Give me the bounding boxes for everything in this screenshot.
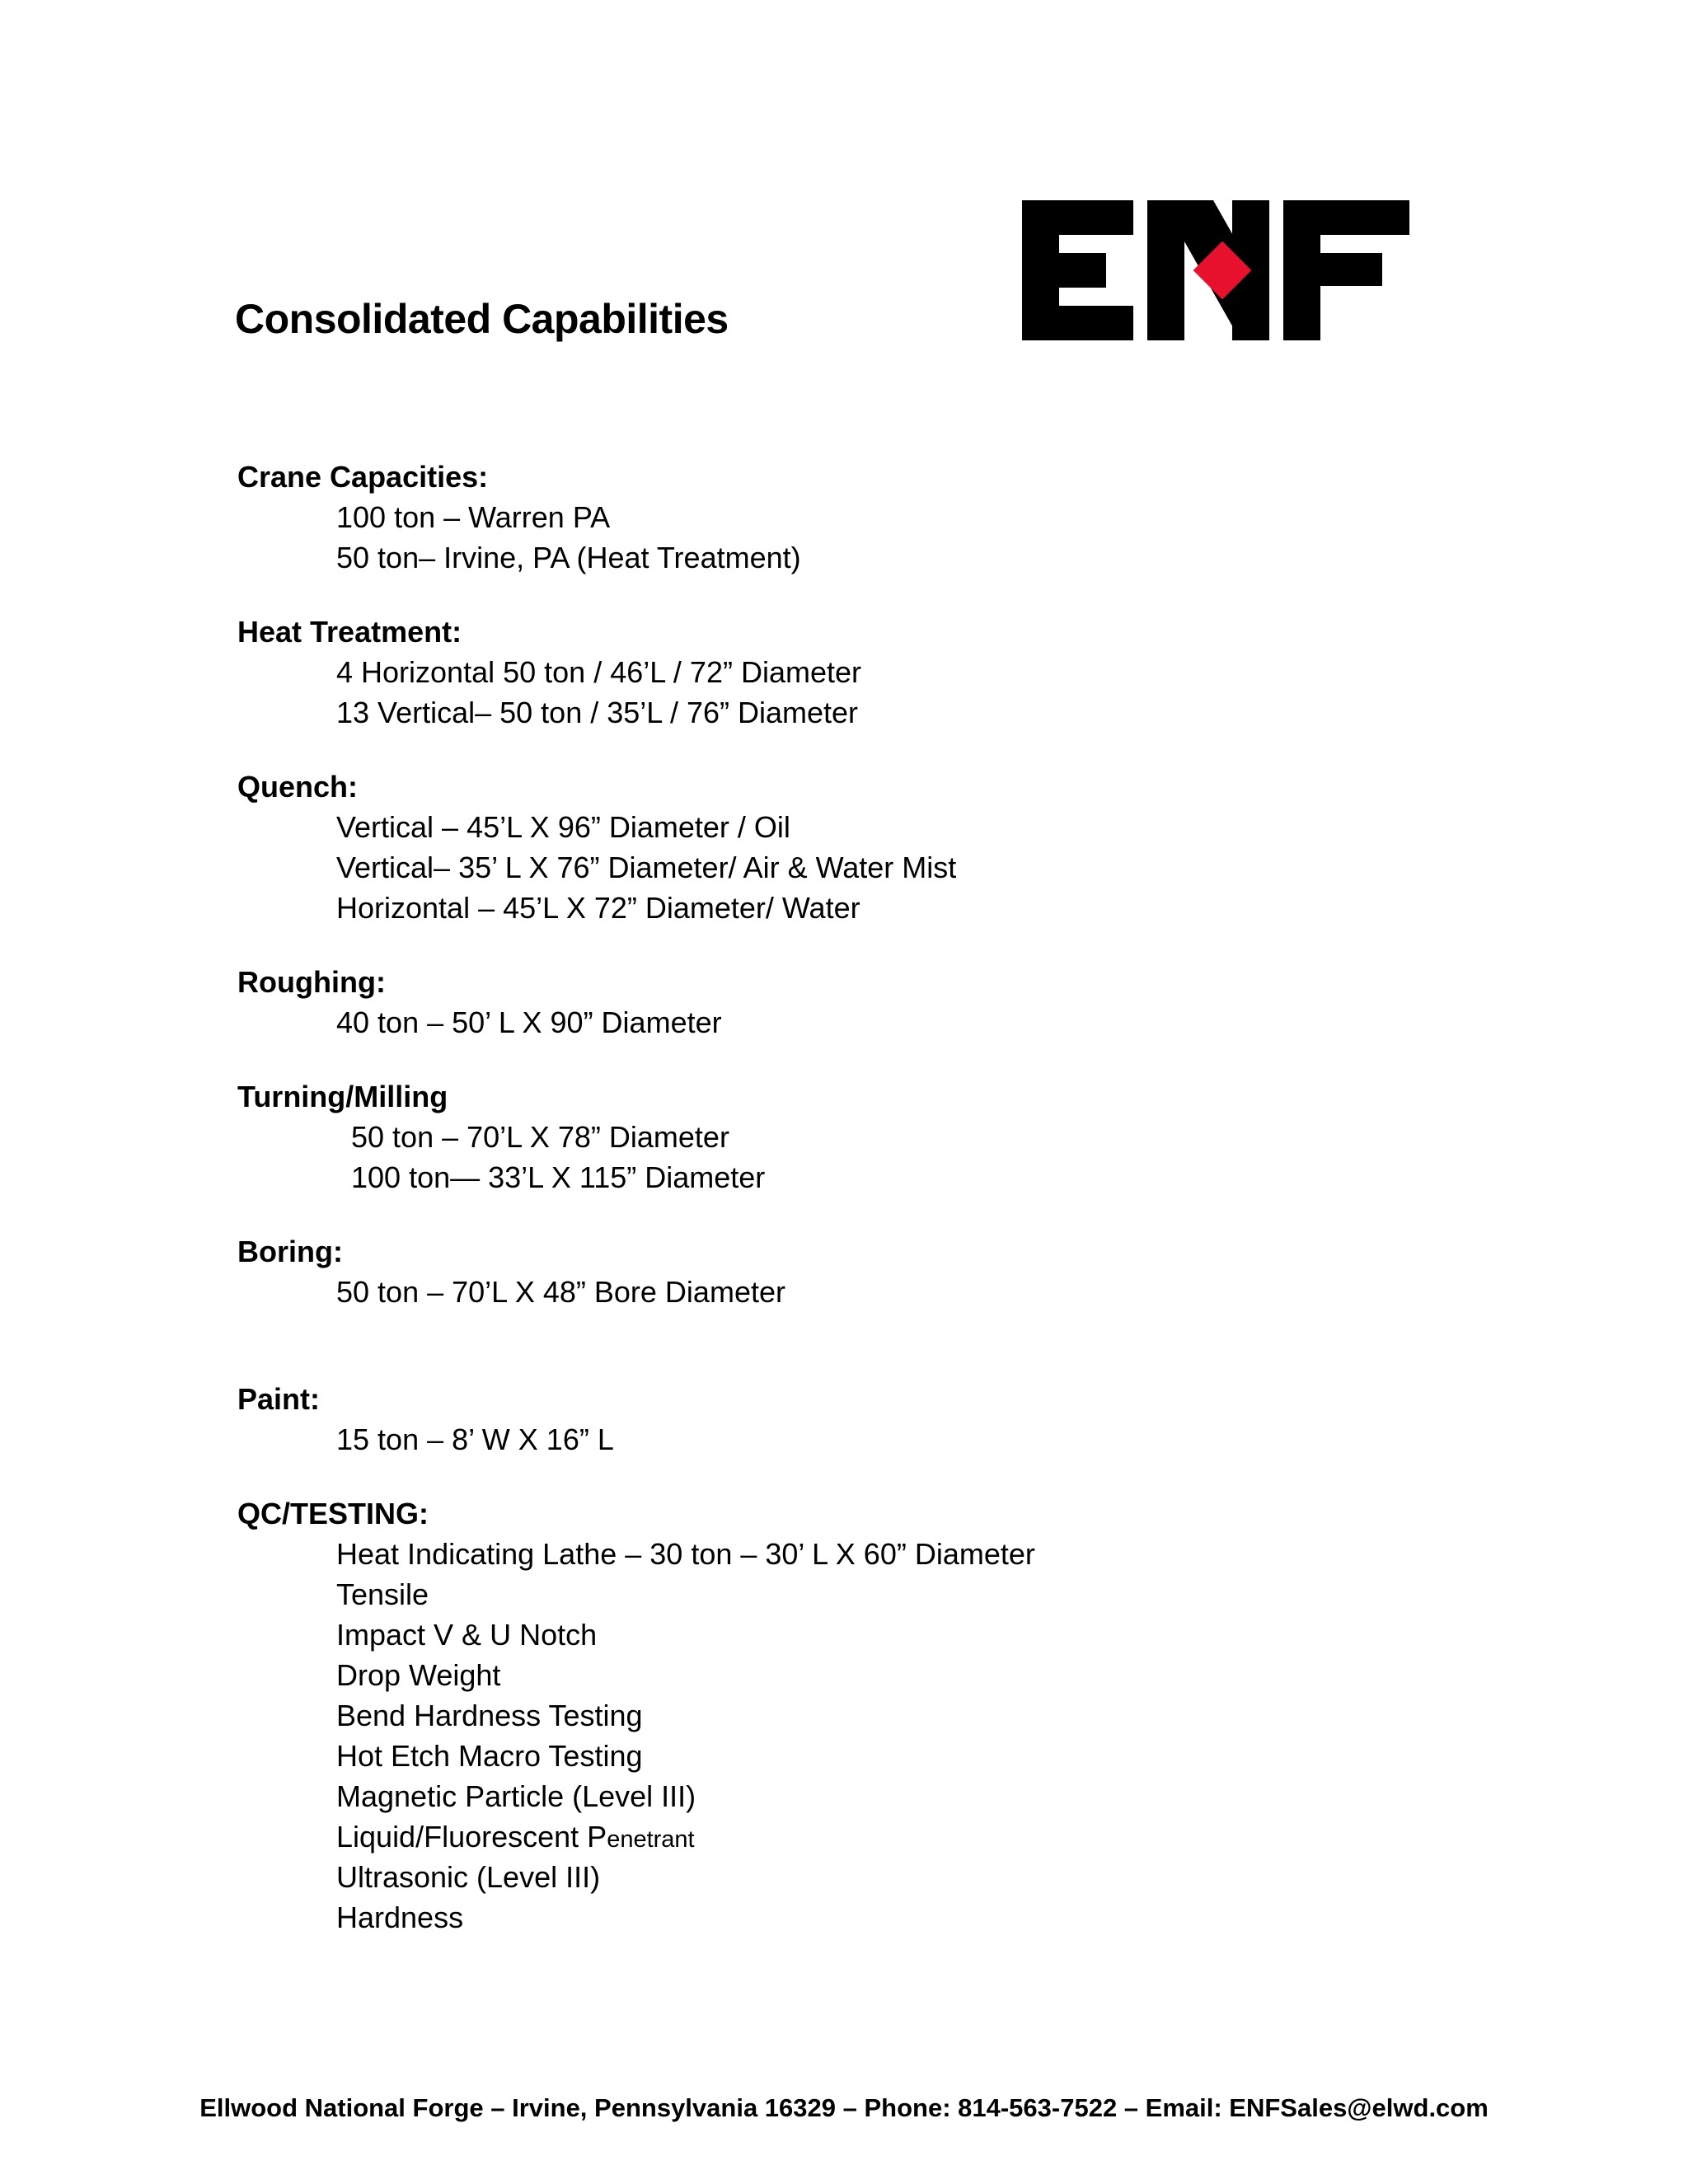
section-heading: Heat Treatment: <box>237 615 462 649</box>
section-turning-milling <box>237 1077 1474 1197</box>
logo-letter-e <box>1022 200 1133 340</box>
capabilities-list <box>237 457 1474 1938</box>
list-item: Ultrasonic (Level III) <box>336 1860 601 1894</box>
section-heading: Boring: <box>237 1235 343 1268</box>
footer-contact: Ellwood National Forge – Irvine, Pennsylvania 16329 – Phone: 814-563-7522 – Email: ENFSales@elwd.com <box>199 2093 1489 2122</box>
enf-logo <box>1022 200 1409 340</box>
logo-letter-f <box>1283 200 1409 340</box>
section-crane-capacities <box>237 457 1474 578</box>
section-heading: Paint: <box>237 1382 321 1416</box>
list-item <box>237 1816 1474 1857</box>
list-item: 40 ton – 50’ L X 90” Diameter <box>336 1005 722 1039</box>
section-qc-testing <box>237 1494 1474 1938</box>
list-item: Impact V & U Notch <box>336 1618 598 1652</box>
section-paint <box>237 1380 1474 1460</box>
list-item: 13 Vertical– 50 ton / 35’L / 76” Diameter <box>336 696 859 729</box>
list-item: Bend Hardness Testing <box>336 1699 643 1732</box>
list-item: 50 ton– Irvine, PA (Heat Treatment) <box>336 541 801 574</box>
list-item: 50 ton – 70’L X 48” Bore Diameter <box>336 1275 785 1309</box>
section-heading: Crane Capacities: <box>237 460 489 494</box>
list-item: Hardness <box>336 1900 464 1934</box>
list-item-text: Liquid/Fluorescent P <box>336 1820 607 1854</box>
page-title: Consolidated Capabilities <box>235 296 729 342</box>
list-item: 100 ton – Warren PA <box>336 500 611 534</box>
list-item: Vertical – 45’L X 96” Diameter / Oil <box>336 810 790 844</box>
list-item: 50 ton – 70’L X 78” Diameter <box>351 1120 729 1154</box>
list-item: Tensile <box>336 1577 429 1611</box>
section-heading: Quench: <box>237 770 359 804</box>
list-item: Horizontal – 45’L X 72” Diameter/ Water <box>336 891 860 925</box>
section-heading: Turning/Milling <box>237 1080 448 1113</box>
list-item: Vertical– 35’ L X 76” Diameter/ Air & Water Mist <box>336 851 957 884</box>
section-roughing <box>237 963 1474 1043</box>
list-item: Drop Weight <box>336 1658 501 1692</box>
section-heat-treatment <box>237 612 1474 733</box>
list-item: 4 Horizontal 50 ton / 46’L / 72” Diameter <box>336 655 861 689</box>
section-quench <box>237 767 1474 928</box>
section-boring <box>237 1232 1474 1312</box>
section-heading: Roughing: <box>237 965 386 999</box>
list-item-text-small: enetrant <box>607 1826 695 1853</box>
list-item: Magnetic Particle (Level III) <box>336 1779 696 1813</box>
list-item: Heat Indicating Lathe – 30 ton – 30’ L X 60” Diameter <box>336 1537 1035 1571</box>
list-item: 15 ton – 8’ W X 16” L <box>336 1422 614 1456</box>
list-item: Hot Etch Macro Testing <box>336 1739 643 1773</box>
list-item: 100 ton— 33’L X 115” Diameter <box>351 1160 766 1194</box>
section-heading: QC/TESTING: <box>237 1497 429 1530</box>
